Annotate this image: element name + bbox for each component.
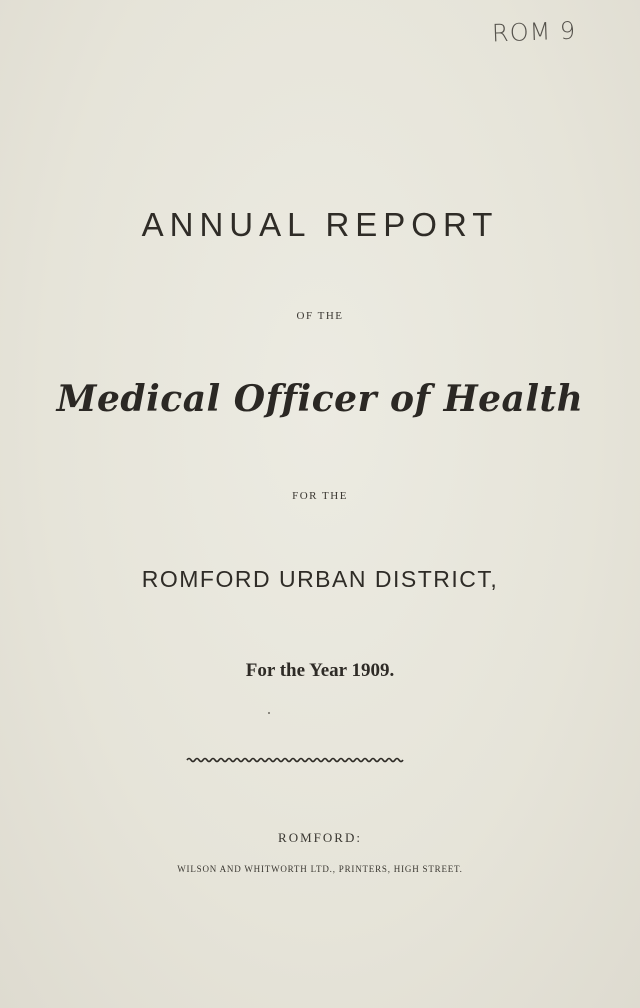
imprint-printer: WILSON AND WHITWORTH LTD., PRINTERS, HIGH STREET. [177,864,463,874]
imprint-place: ROMFORD: [278,830,362,845]
report-title: ANNUAL REPORT [141,206,499,243]
wavy-ornament-rule [185,748,407,768]
officer-title: Medical Officer of Health [56,378,584,420]
handwritten-annotation: ROM 9 [491,16,577,48]
district-name: ROMFORD URBAN DISTRICT, [141,566,499,592]
ink-dot [268,712,270,714]
report-year: For the Year 1909. [245,660,395,681]
for-the-line: FOR THE [292,490,348,502]
of-the-line: OF THE [296,310,344,322]
